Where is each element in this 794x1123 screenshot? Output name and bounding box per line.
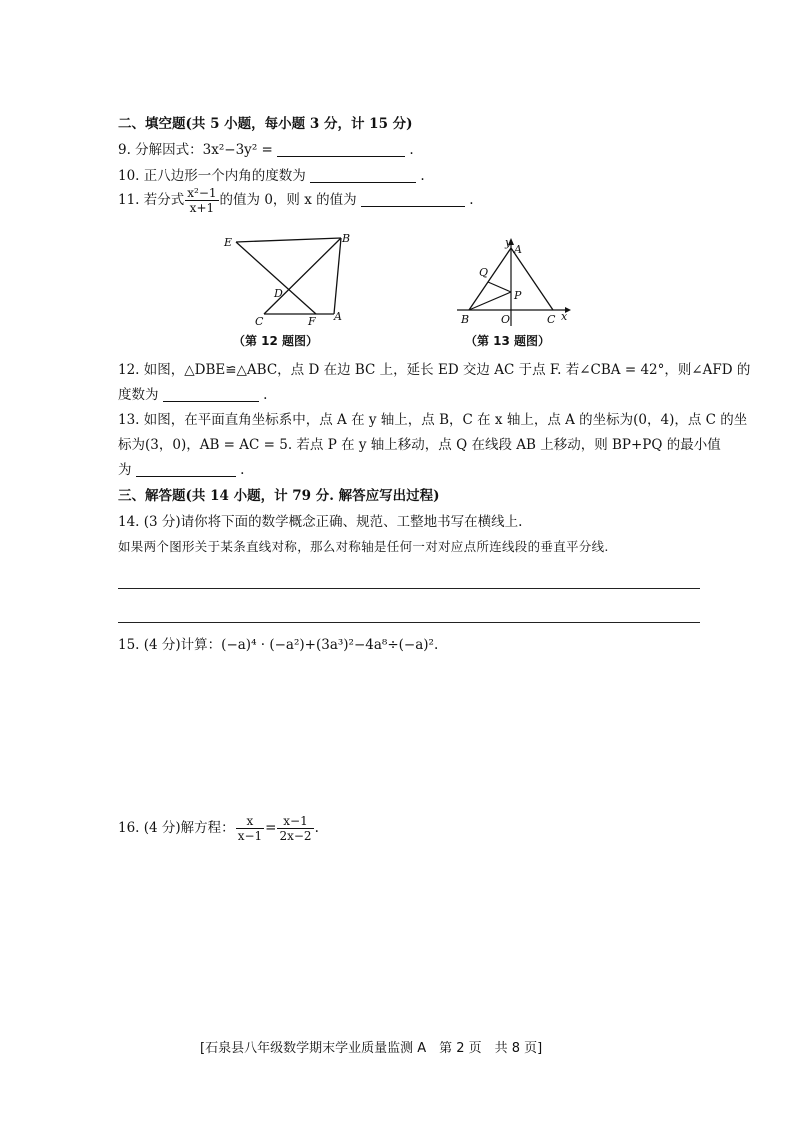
label-y: y [505, 236, 512, 249]
question-14-text: 14. (3 分)请你将下面的数学概念正确、规范、工整地书写在横线上. [118, 514, 523, 530]
question-12-line-2 [118, 383, 267, 403]
segment-PQ [488, 282, 511, 292]
label-D: D [274, 287, 283, 300]
question-11-end: . [469, 192, 474, 208]
figure-12 [222, 228, 362, 330]
figure-13 [455, 236, 575, 328]
question-12-line-1: 12. 如图，△DBE≌△ABC，点 D 在边 BC 上，延长 ED 交边 AC 于点 F. 若∠CBA = 42°，则∠AFD 的 [118, 362, 751, 378]
question-13-end: . [240, 462, 245, 478]
question-12-text: 度数为 [118, 387, 159, 403]
equals-sign: = [265, 820, 277, 836]
label-x: x [561, 310, 568, 323]
label-E: E [224, 236, 233, 249]
page-footer: [石泉县八年级数学期末学业质量监测 A 第 2 页 共 8 页] [200, 1041, 543, 1056]
question-10-end: . [420, 168, 425, 184]
label-P: P [514, 289, 522, 302]
question-12-end: . [263, 387, 268, 403]
question-10 [118, 164, 425, 184]
label-Q: Q [479, 266, 489, 279]
figure-12-caption: （第 12 题图） [233, 334, 319, 348]
label-C: C [547, 313, 556, 326]
writing-line-2[interactable] [118, 622, 700, 623]
question-14-sample-sentence: 如果两个图形关于某条直线对称，那么对称轴是任何一对对应点所连线段的垂直平分线. [118, 539, 609, 554]
segment-EB [236, 238, 341, 242]
question-13-text: 为 [118, 462, 132, 478]
section-3-title: 三、解答题(共 14 小题，计 79 分. 解答应写出过程) [118, 488, 440, 504]
question-16 [118, 814, 319, 843]
writing-line-1[interactable] [118, 588, 700, 589]
question-11 [118, 186, 474, 215]
label-B: B [461, 313, 470, 326]
question-9-text: 9. 分解因式：3x²−3y² = [118, 142, 273, 158]
question-13-line-1: 13. 如图，在平面直角坐标系中，点 A 在 y 轴上，点 B，C 在 x 轴上，点 A 的坐标为(0，4)，点 C 的坐 [118, 412, 748, 428]
label-F: F [308, 315, 316, 328]
answer-blank-9[interactable] [277, 142, 405, 157]
left-numerator: x [236, 814, 264, 829]
question-15-text: 15. (4 分)计算：(−a)⁴ · (−a²)+(3a³)²−4a⁸÷(−a)². [118, 637, 439, 653]
segment-EF [236, 242, 316, 314]
question-9 [118, 138, 414, 158]
label-O: O [501, 313, 511, 326]
fraction-denominator: x+1 [189, 201, 215, 215]
question-9-end: . [409, 142, 414, 158]
label-B: B [342, 232, 351, 245]
figure-13-caption: （第 13 题图） [465, 334, 551, 348]
question-10-text: 10. 正八边形一个内角的度数为 [118, 168, 306, 184]
question-11-prefix: 11. 若分式 [118, 192, 185, 208]
question-13-line-3 [118, 458, 244, 478]
answer-blank-12[interactable] [163, 387, 259, 402]
label-C: C [255, 315, 264, 328]
answer-blank-13[interactable] [136, 462, 236, 477]
segment-BA [334, 238, 341, 314]
section-2-title: 二、填空题(共 5 小题，每小题 3 分，计 15 分) [118, 116, 413, 132]
left-denominator: x−1 [237, 829, 263, 843]
answer-blank-11[interactable] [361, 192, 465, 207]
question-16-prefix: 16. (4 分)解方程： [118, 820, 235, 836]
right-denominator: 2x−2 [279, 829, 312, 843]
right-numerator: x−1 [277, 814, 313, 829]
label-A: A [514, 243, 522, 256]
answer-blank-10[interactable] [310, 168, 416, 183]
question-11-fraction [185, 186, 218, 215]
label-A: A [334, 310, 342, 323]
question-11-suffix: 的值为 0，则 x 的值为 [219, 192, 357, 208]
question-13-line-2: 标为(3，0)，AB = AC = 5. 若点 P 在 y 轴上移动，点 Q 在线段 AB 上移动，则 BP+PQ 的最小值 [118, 437, 721, 453]
question-16-end: . [314, 820, 319, 836]
left-fraction [236, 814, 264, 843]
right-fraction [277, 814, 313, 843]
fraction-numerator: x²−1 [187, 186, 217, 200]
